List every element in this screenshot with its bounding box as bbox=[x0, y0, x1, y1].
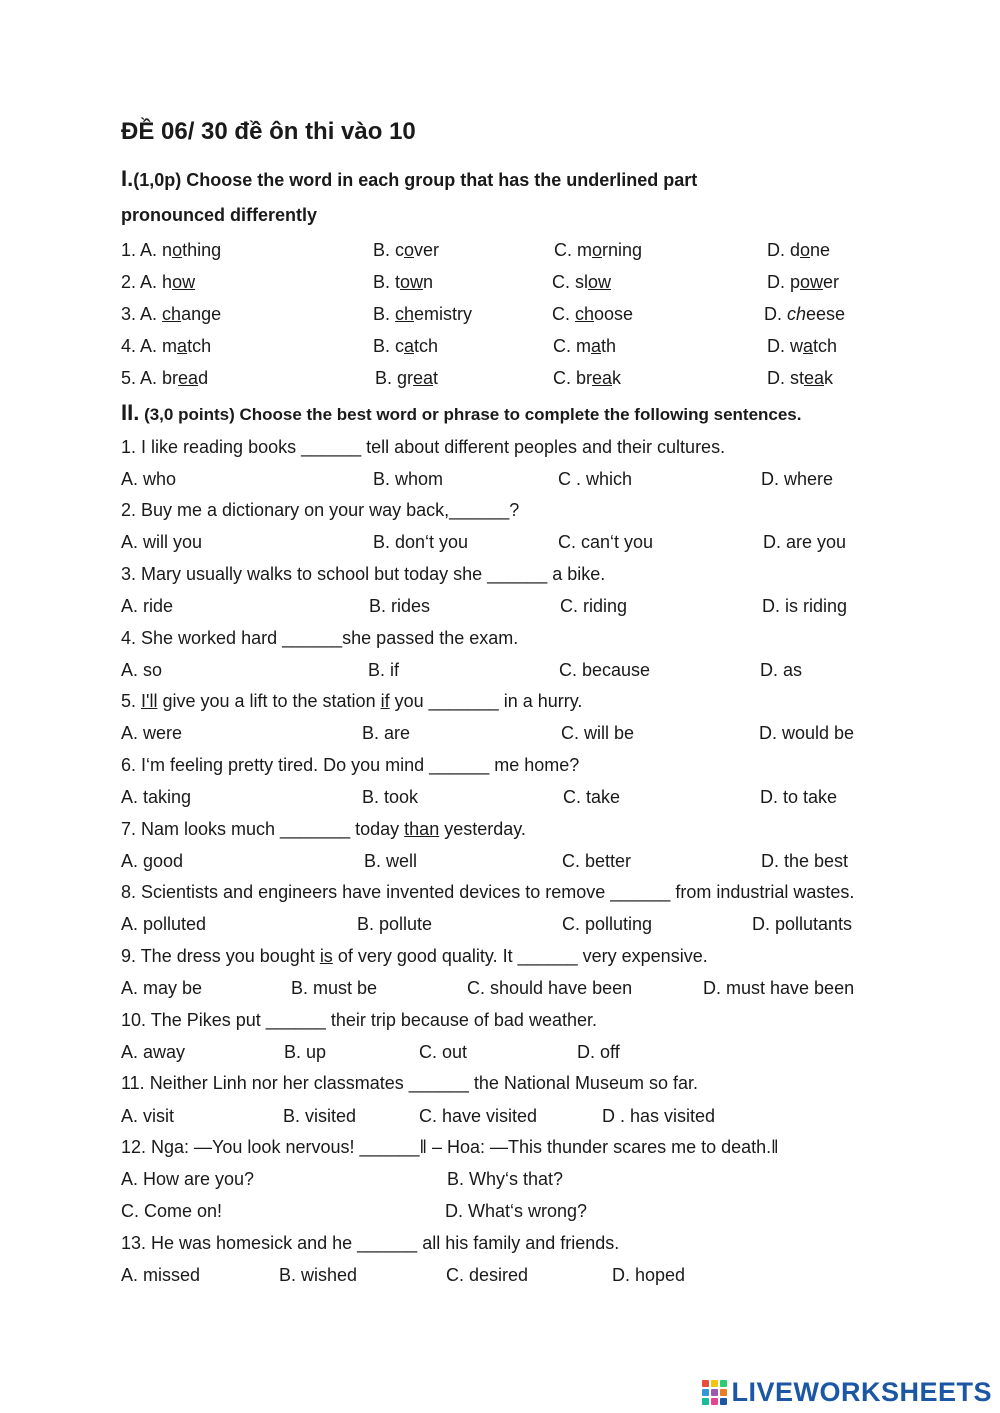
option-q8-c: C. polluting bbox=[562, 914, 653, 934]
option-q2-b: B. don‘t you bbox=[373, 532, 469, 552]
liveworksheets-logo bbox=[702, 1376, 992, 1407]
option-q7-a: A. good bbox=[121, 851, 184, 871]
option-q1-a: A. who bbox=[121, 469, 177, 489]
option-suffix: k bbox=[612, 368, 622, 388]
option-q4-b: B. if bbox=[368, 660, 400, 680]
option-q6-a: A. taking bbox=[121, 787, 192, 807]
option-prefix: A. br bbox=[140, 368, 179, 388]
option-q4-c bbox=[553, 336, 616, 357]
option-q2-d: D. are you bbox=[763, 532, 847, 552]
question-1-stem: 1. I like reading books ______ tell about different peoples and their cultures. bbox=[121, 437, 726, 457]
liveworksheets-logo-text: LIVEWORKSHEETS bbox=[731, 1376, 992, 1407]
option-q9-d: D. must have been bbox=[703, 978, 855, 998]
section-1-heading-line2: pronounced differently bbox=[121, 205, 318, 225]
question-2-stem: 2. Buy me a dictionary on your way back,______? bbox=[121, 500, 520, 520]
option-q8-a: A. polluted bbox=[121, 914, 207, 934]
option-q3-c bbox=[552, 304, 633, 325]
option-q3-c: C. riding bbox=[560, 596, 628, 616]
question-10-stem: 10. The Pikes put ______ their trip because of bad weather. bbox=[121, 1010, 597, 1030]
option-q1-c: C . which bbox=[558, 469, 633, 489]
option-prefix: B. t bbox=[373, 272, 401, 292]
option-q2-c: C. can‘t you bbox=[558, 532, 654, 552]
option-q7-c: C. better bbox=[562, 851, 632, 871]
option-suffix: tch bbox=[813, 336, 838, 356]
option-q4-d: D. as bbox=[760, 660, 803, 680]
section-2-heading-text: (3,0 points) Choose the best word or phrase to complete the following sentences. bbox=[139, 405, 802, 424]
option-q3-b bbox=[373, 304, 472, 325]
underlined-word: I'll bbox=[141, 691, 158, 711]
underlined-word: than bbox=[404, 819, 440, 839]
option-underlined-part: ea bbox=[413, 368, 434, 388]
option-prefix: A. bbox=[140, 304, 163, 324]
option-q3-d: D. is riding bbox=[762, 596, 848, 616]
option-prefix: A. m bbox=[140, 336, 178, 356]
option-q9-c: C. should have been bbox=[467, 978, 633, 998]
option-q5-d bbox=[767, 368, 833, 389]
option-q7-d: D. the best bbox=[761, 851, 849, 871]
option-underlined-part: a bbox=[404, 336, 415, 356]
option-underlined-part: ea bbox=[804, 368, 825, 388]
option-prefix: D. d bbox=[767, 240, 801, 260]
stem-text: 7. Nam looks much _______ today bbox=[121, 819, 405, 839]
option-suffix: ange bbox=[181, 304, 222, 324]
option-q2-c bbox=[552, 272, 611, 293]
option-italic-part: ch bbox=[787, 304, 807, 324]
option-q5-d: D. would be bbox=[759, 723, 855, 743]
option-suffix: th bbox=[601, 336, 617, 356]
option-q13-d: D. hoped bbox=[612, 1265, 686, 1285]
option-underlined-part: a bbox=[803, 336, 814, 356]
option-suffix: emistry bbox=[414, 304, 473, 324]
option-q4-c: C. because bbox=[559, 660, 651, 680]
option-q12-c: C. Come on! bbox=[121, 1201, 223, 1221]
option-suffix: t bbox=[433, 368, 439, 388]
option-q2-a bbox=[121, 272, 195, 293]
option-underlined-part: o bbox=[172, 240, 183, 260]
option-prefix: A. n bbox=[140, 240, 173, 260]
option-underlined-part: ow bbox=[400, 272, 424, 292]
option-suffix: k bbox=[824, 368, 834, 388]
option-q1-a bbox=[121, 240, 221, 261]
option-q8-d: D. pollutants bbox=[752, 914, 853, 934]
option-q5-a: A. were bbox=[121, 723, 183, 743]
question-number: 3. bbox=[121, 304, 141, 324]
option-q10-d: D. off bbox=[577, 1042, 620, 1062]
question-12-stem: 12. Nga: ―You look nervous! ______‖ – Hoa: ―This thunder scares me to death.‖ bbox=[121, 1137, 779, 1157]
option-prefix: B. c bbox=[373, 336, 405, 356]
option-suffix: eese bbox=[806, 304, 846, 324]
option-suffix: n bbox=[423, 272, 434, 292]
option-suffix: ver bbox=[414, 240, 440, 260]
option-q1-b: B. whom bbox=[373, 469, 444, 489]
question-6-stem: 6. I‘m feeling pretty tired. Do you mind ______ me home? bbox=[121, 755, 580, 775]
option-q3-a bbox=[121, 304, 221, 325]
question-3-stem: 3. Mary usually walks to school but today she ______ a bike. bbox=[121, 564, 606, 584]
option-underlined-part: o bbox=[404, 240, 415, 260]
section-2-number: II. bbox=[121, 400, 140, 425]
option-underlined-part: a bbox=[177, 336, 188, 356]
option-q1-d: D. where bbox=[761, 469, 834, 489]
option-q11-b: B. visited bbox=[283, 1106, 357, 1126]
option-q11-a: A. visit bbox=[121, 1106, 175, 1126]
question-9-stem bbox=[121, 946, 708, 967]
option-prefix: D. p bbox=[767, 272, 801, 292]
option-prefix: C. m bbox=[554, 240, 592, 260]
option-prefix: B. bbox=[373, 304, 396, 324]
option-prefix: B. c bbox=[373, 240, 405, 260]
option-q5-b: B. are bbox=[362, 723, 411, 743]
question-number: 1. bbox=[121, 240, 141, 260]
option-q7-b: B. well bbox=[364, 851, 418, 871]
option-q2-d bbox=[767, 272, 839, 293]
stem-text: you _______ in a hurry. bbox=[389, 691, 583, 711]
option-prefix: D. st bbox=[767, 368, 805, 388]
option-q5-c bbox=[553, 368, 621, 389]
section-2-heading bbox=[121, 400, 802, 426]
question-4-stem: 4. She worked hard ______she passed the exam. bbox=[121, 628, 519, 648]
question-11-stem: 11. Neither Linh nor her classmates ______ the National Museum so far. bbox=[121, 1073, 698, 1093]
option-underlined-part: ow bbox=[172, 272, 196, 292]
underlined-word: if bbox=[380, 691, 390, 711]
question-13-stem: 13. He was homesick and he ______ all his family and friends. bbox=[121, 1233, 620, 1253]
option-underlined-part: ow bbox=[588, 272, 612, 292]
option-q2-a: A. will you bbox=[121, 532, 203, 552]
option-q10-c: C. out bbox=[419, 1042, 468, 1062]
option-underlined-part: ch bbox=[162, 304, 182, 324]
liveworksheets-logo-icon bbox=[702, 1380, 728, 1404]
option-underlined-part: a bbox=[591, 336, 602, 356]
option-suffix: tch bbox=[187, 336, 212, 356]
option-q4-b bbox=[373, 336, 438, 357]
option-q1-d bbox=[767, 240, 830, 261]
option-q10-b: B. up bbox=[284, 1042, 327, 1062]
option-suffix: rning bbox=[602, 240, 643, 260]
option-q11-d: D . has visited bbox=[602, 1106, 716, 1126]
option-q5-a bbox=[121, 368, 208, 389]
option-q5-c: C. will be bbox=[561, 723, 635, 743]
section-1-number: I. bbox=[121, 166, 134, 191]
option-prefix: C. m bbox=[553, 336, 591, 356]
stem-text: 5. bbox=[121, 691, 142, 711]
option-q8-b: B. pollute bbox=[357, 914, 433, 934]
page-title: ĐỀ 06/ 30 đề ôn thi vào 10 bbox=[121, 118, 416, 145]
question-8-stem: 8. Scientists and engineers have invented devices to remove ______ from industrial wastes. bbox=[121, 882, 855, 902]
question-7-stem bbox=[121, 819, 526, 840]
option-q9-b: B. must be bbox=[291, 978, 378, 998]
option-suffix: thing bbox=[182, 240, 222, 260]
stem-text: of very good quality. It ______ very expensive. bbox=[332, 946, 708, 966]
stem-text: yesterday. bbox=[439, 819, 526, 839]
option-q13-a: A. missed bbox=[121, 1265, 201, 1285]
option-suffix: d bbox=[198, 368, 209, 388]
option-prefix: D. w bbox=[767, 336, 803, 356]
question-number: 4. bbox=[121, 336, 141, 356]
option-underlined-part: ea bbox=[592, 368, 613, 388]
option-underlined-part: o bbox=[592, 240, 603, 260]
option-suffix: oose bbox=[594, 304, 634, 324]
option-prefix: D. bbox=[764, 304, 788, 324]
stem-text: 9. The dress you bought bbox=[121, 946, 320, 966]
stem-text: give you a lift to the station bbox=[157, 691, 381, 711]
option-suffix: tch bbox=[414, 336, 439, 356]
question-number: 5. bbox=[121, 368, 141, 388]
option-suffix: ne bbox=[810, 240, 831, 260]
option-prefix: C. bbox=[552, 304, 576, 324]
option-underlined-part: ch bbox=[395, 304, 415, 324]
option-q11-c: C. have visited bbox=[419, 1106, 538, 1126]
option-q2-b bbox=[373, 272, 433, 293]
option-q6-d: D. to take bbox=[760, 787, 838, 807]
option-prefix: B. gr bbox=[375, 368, 414, 388]
option-q4-a bbox=[121, 336, 211, 357]
option-underlined-part: ch bbox=[575, 304, 595, 324]
option-q3-d bbox=[764, 304, 845, 325]
option-q1-c bbox=[554, 240, 642, 261]
option-suffix: er bbox=[823, 272, 840, 292]
option-q1-b bbox=[373, 240, 439, 261]
option-q13-c: C. desired bbox=[446, 1265, 529, 1285]
section-1-heading-line1: (1,0p) Choose the word in each group that has the underlined part bbox=[133, 170, 698, 190]
option-q12-b: B. Why‘s that? bbox=[447, 1169, 564, 1189]
option-q3-a: A. ride bbox=[121, 596, 174, 616]
option-underlined-part: ea bbox=[178, 368, 199, 388]
underlined-word: is bbox=[319, 946, 333, 966]
section-1-heading bbox=[121, 166, 697, 192]
option-q3-b: B. rides bbox=[369, 596, 431, 616]
option-q9-a: A. may be bbox=[121, 978, 203, 998]
option-q6-c: C. take bbox=[563, 787, 621, 807]
option-underlined-part: ow bbox=[800, 272, 824, 292]
option-prefix: A. h bbox=[140, 272, 173, 292]
question-number: 2. bbox=[121, 272, 141, 292]
option-prefix: C. sl bbox=[552, 272, 588, 292]
option-underlined-part: o bbox=[800, 240, 811, 260]
option-q6-b: B. took bbox=[362, 787, 419, 807]
option-q12-a: A. How are you? bbox=[121, 1169, 255, 1189]
option-q12-d: D. What‘s wrong? bbox=[445, 1201, 588, 1221]
option-q4-d bbox=[767, 336, 837, 357]
option-q10-a: A. away bbox=[121, 1042, 186, 1062]
option-q13-b: B. wished bbox=[279, 1265, 358, 1285]
option-prefix: C. br bbox=[553, 368, 593, 388]
option-q4-a: A. so bbox=[121, 660, 163, 680]
question-5-stem bbox=[121, 691, 582, 712]
option-q5-b bbox=[375, 368, 438, 389]
